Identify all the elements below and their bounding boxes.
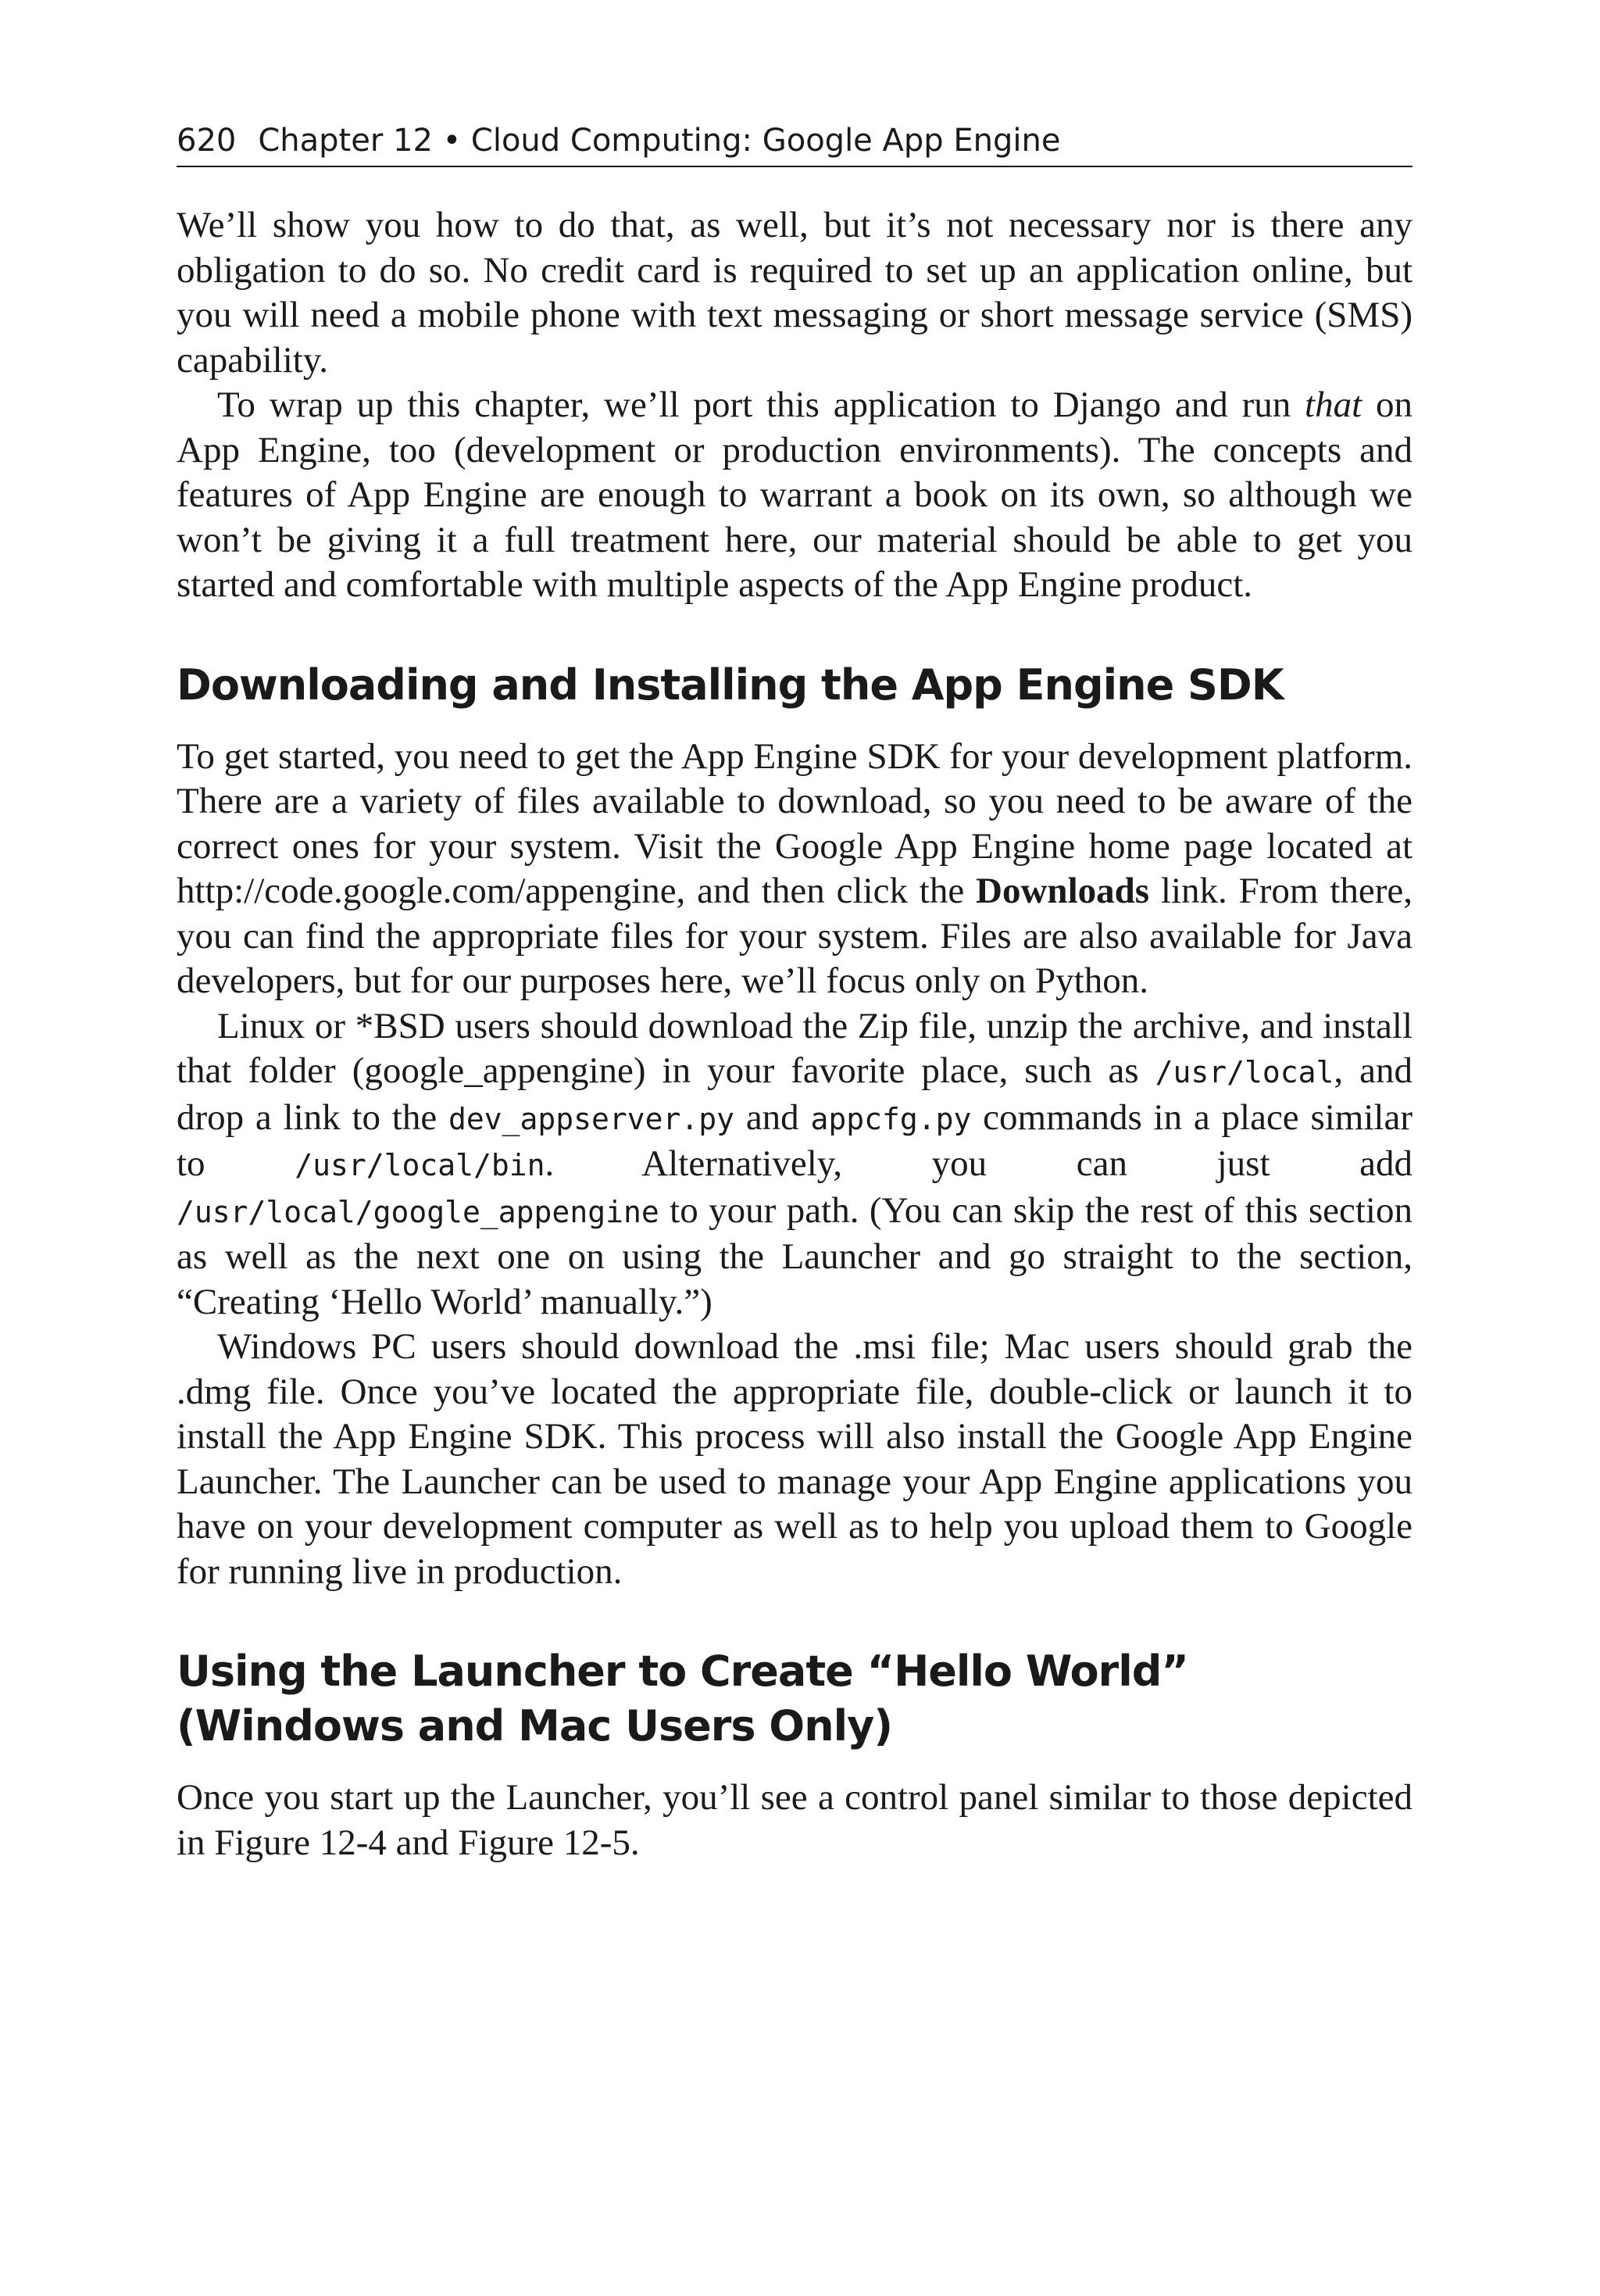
intro-paragraph-1: We’ll show you how to do that, as well, but it’s not necessary nor is there any obligation to do so. No credit card is required to set up an application online, but you will need a mobile phone with text messaging or short message service (SMS) capability. (177, 205, 1412, 381)
book-page (177, 117, 1412, 1865)
intro-p2-text-b: on App Engine, too (development or production environments). The concepts and features of App Engine are enough to warrant a book on its own, so although we won’t be giving it a full treatment here, our material should be able to get you started and comfortable with multiple aspects of the App Engine product. (177, 384, 1412, 605)
sdk-p2-text-a: Linux or *BSD users should download the Zip file, unzip the archive, and install that folder (google_appengine) in your favorite place, such as (177, 1005, 1412, 1091)
sdk-paragraph-3: Windows PC users should download the .msi file; Mac users should grab the .dmg file. Once you’ve located the appropriate file, double-click or launch it to install the App Engine SDK. This process will also install the Google App Engine Launcher. The Launcher can be used to manage your App Engine applications you have on your development computer as well as to help you upload them to Google for running live in production. (177, 1326, 1412, 1592)
section-heading-launcher (177, 1644, 1412, 1754)
sdk-p2-text-e: . Alternatively, you can just add (545, 1143, 1413, 1184)
code-usr-local-bin: /usr/local/bin (295, 1148, 545, 1182)
intro-p2-text-a: To wrap up this chapter, we’ll port this application to Django and run (217, 384, 1305, 425)
running-header (177, 117, 1412, 167)
launcher-paragraph-1: Once you start up the Launcher, you’ll see a control panel similar to those depicted in Figure 12-4 and Figure 12-5. (177, 1777, 1412, 1863)
intro-p2-emphasis: that (1305, 384, 1362, 425)
page-number: 620 (177, 123, 237, 159)
sdk-p2-text-c: and (734, 1096, 811, 1138)
code-dev-appserver: dev_appserver.py (448, 1101, 735, 1136)
sdk-p2-text-d: commands in a place similar to (177, 1096, 1412, 1184)
launcher-heading-line-1: Using the Launcher to Create “Hello World” (177, 1647, 1188, 1696)
launcher-heading-line-2: (Windows and Mac Users Only) (177, 1701, 893, 1751)
code-appcfg: appcfg.py (810, 1101, 972, 1136)
sdk-paragraph-1 (177, 735, 1412, 1004)
sdk-p1-text-b: link. From there, you can find the appropriate files for your system. Files are also available for Java developers, but for our purposes here, we’ll focus only on Python. (177, 871, 1412, 1001)
sdk-p2-text-f: to your path. (You can skip the rest of this section as well as the next one on using the Launcher and go straight to the section, “Creating ‘Hello World’ manually.”) (177, 1189, 1412, 1322)
downloads-term: Downloads (976, 871, 1150, 911)
sdk-paragraph-2 (177, 1004, 1412, 1325)
sdk-p1-text-a: To get started, you need to get the App Engine SDK for your development platform. There are a variety of files available to download, so you need to be aware of the correct ones for your system. Visit the Google App Engine home page located at http://code.google.com/appengine, and then click the (177, 735, 1412, 911)
code-google-appengine-path: /usr/local/google_appengine (177, 1194, 659, 1229)
sdk-p2-text-b: , and drop a link to the (177, 1050, 1412, 1138)
intro-paragraph-2 (177, 383, 1412, 608)
chapter-title: Chapter 12 • Cloud Computing: Google App Engine (258, 123, 1061, 159)
code-usr-local: /usr/local (1155, 1055, 1334, 1089)
section-heading-download-sdk: Downloading and Installing the App Engine SDK (177, 660, 1284, 710)
